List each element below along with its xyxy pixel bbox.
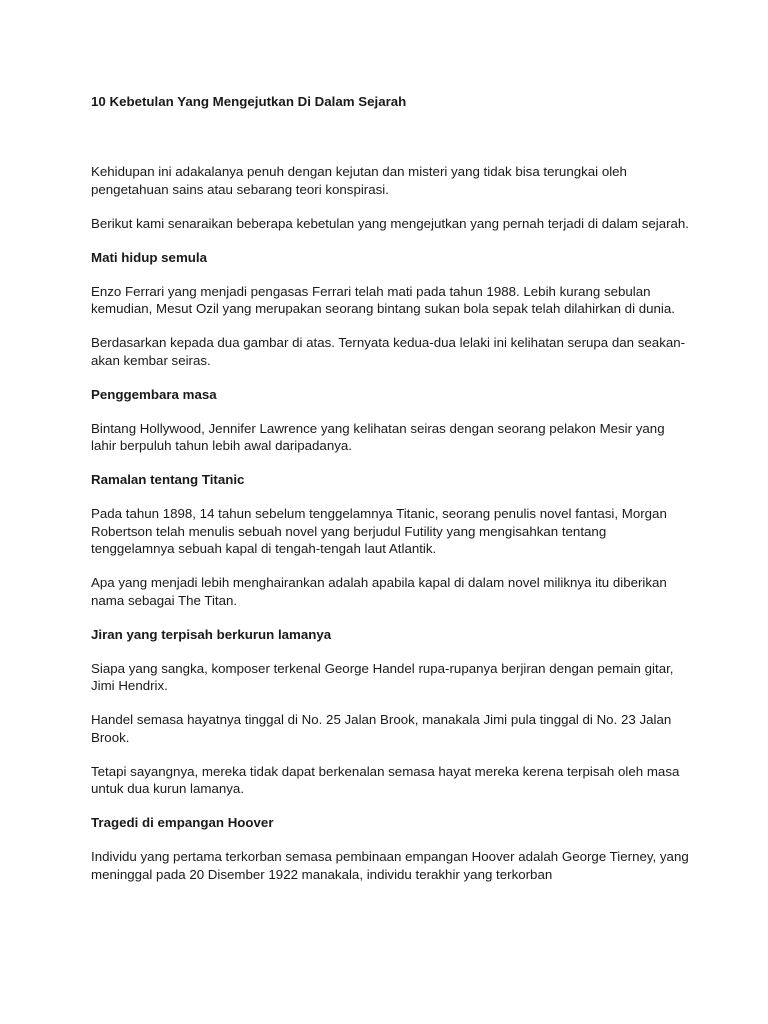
section-heading: Penggembara masa — [91, 386, 217, 402]
section-heading: Ramalan tentang Titanic — [91, 472, 245, 487]
section-paragraph: Berdasarkan kepada dua gambar di atas. Ternyata kedua-dua lelaki ini kelihatan serupa dan seakan-akan kembar seiras. — [91, 335, 686, 368]
document-body — [91, 93, 691, 900]
section-paragraph: Individu yang pertama terkorban semasa pembinaan empangan Hoover adalah George Tierney, yang meninggal pada 20 Disember 1922 manakala, individu terakhir yang terkorban — [91, 849, 689, 882]
section-paragraph: Siapa yang sangka, komposer terkenal George Handel rupa-rupanya berjiran dengan pemain gitar, Jimi Hendrix. — [91, 660, 674, 693]
section-paragraph: Bintang Hollywood, Jennifer Lawrence yang kelihatan seiras dengan seorang pelakon Mesir yang lahir berpuluh tahun lebih awal daripadanya. — [91, 420, 665, 453]
section-heading: Jiran yang terpisah berkurun lamanya — [91, 626, 332, 642]
spacer — [91, 111, 691, 163]
section-paragraph: Tetapi sayangnya, mereka tidak dapat berkenalan semasa hayat mereka kerena terpisah oleh masa untuk dua kurun lamanya. — [91, 763, 680, 796]
section-heading: Tragedi di empangan Hoover — [91, 815, 274, 830]
intro-paragraph: Kehidupan ini adakalanya penuh dengan kejutan dan misteri yang tidak bisa terungkai oleh pengetahuan sains atau sebarang teori konspirasi. — [91, 164, 627, 197]
document-title: 10 Kebetulan Yang Mengejutkan Di Dalam Sejarah — [91, 94, 407, 109]
section-paragraph: Enzo Ferrari yang menjadi pengasas Ferrari telah mati pada tahun 1988. Lebih kurang sebulan kemudian, Mesut Ozil yang merupakan seorang bintang sukan bola sepak telah dilahirkan di dunia. — [91, 283, 675, 316]
section-paragraph: Pada tahun 1898, 14 tahun sebelum tenggelamnya Titanic, seorang penulis novel fantasi, Morgan Robertson telah menulis sebuah novel yang berjudul Futility yang mengisahkan tentang tenggelamnya sebuah kapal di tengah-tengah laut Atlantik. — [91, 506, 667, 556]
intro-paragraph: Berikut kami senaraikan beberapa kebetulan yang mengejutkan yang pernah terjadi di dalam sejarah. — [91, 215, 689, 231]
section-paragraph: Handel semasa hayatnya tinggal di No. 25 Jalan Brook, manakala Jimi pula tinggal di No. 23 Jalan Brook. — [91, 712, 672, 745]
section-heading: Mati hidup semula — [91, 249, 207, 265]
section-paragraph: Apa yang menjadi lebih menghairankan adalah apabila kapal di dalam novel miliknya itu diberikan nama sebagai The Titan. — [91, 575, 667, 608]
